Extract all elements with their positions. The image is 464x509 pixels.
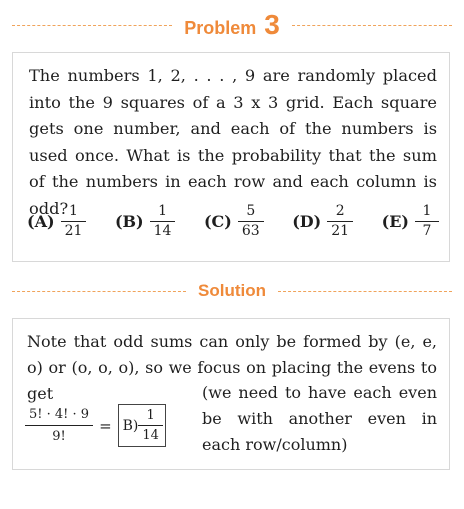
solution-side-note: (we need to have each even be with another even in each row/column): [202, 383, 437, 454]
numerator: 1: [158, 203, 167, 219]
choice-fraction: [417, 203, 437, 240]
choice-c: [204, 203, 262, 240]
choice-fraction: [329, 203, 351, 240]
denominator: 14: [153, 223, 172, 239]
answer-fraction: [140, 407, 161, 444]
solution-header: [12, 278, 452, 304]
problem-title: [172, 9, 292, 41]
denominator: 63: [241, 223, 260, 239]
header-divider-left: [12, 291, 186, 292]
formula-numerator: 5! · 4! · 9: [29, 407, 90, 422]
choice-a: [27, 203, 84, 240]
choice-letter: (D): [292, 212, 322, 231]
numerator: 2: [335, 203, 345, 219]
denominator: 7: [422, 223, 432, 239]
denominator: 21: [331, 223, 350, 239]
solution-formula: [27, 383, 202, 458]
numerator: 1: [422, 203, 432, 219]
answer-choices: [27, 203, 437, 240]
problem-text: The numbers 1, 2, . . . , 9 are randomly placed into the 9 squares of a 3 x 3 grid. Each square gets one number, and each of the numbers is used once. What is the probability that the sum of the numbers in each row and each column is odd?: [29, 66, 437, 218]
answer-numerator: 1: [146, 408, 155, 423]
choice-b: [115, 203, 174, 240]
choice-fraction: [152, 203, 174, 240]
boxed-answer: [118, 404, 166, 447]
choice-d: [292, 203, 351, 240]
formula-denominator: 9!: [52, 429, 66, 444]
header-divider-right: [292, 25, 452, 26]
numerator: 1: [69, 203, 78, 219]
answer-denominator: 14: [142, 428, 159, 443]
choice-e: [382, 203, 437, 240]
choice-letter: (E): [381, 212, 409, 231]
header-divider-left: [12, 25, 172, 26]
answer-prefix: B): [122, 417, 139, 434]
problem-title-label: Problem: [184, 18, 257, 38]
choice-fraction: [240, 203, 262, 240]
denominator: 21: [64, 223, 83, 239]
choice-letter: (A): [27, 212, 55, 231]
solution-text: Note that odd sums can only be formed by (e, e, o) or (o, o, o), so we focus on placing the evens to get: [27, 332, 437, 403]
solution-box: [12, 318, 450, 470]
problem-number: 3: [264, 9, 280, 40]
solution-lower: [27, 383, 437, 458]
header-divider-right: [278, 291, 452, 292]
problem-box: [12, 52, 450, 262]
solution-title: Solution: [198, 281, 266, 300]
choice-fraction: [63, 203, 85, 240]
problem-header: [12, 8, 452, 42]
formula-fraction: [27, 405, 91, 446]
choice-letter: (B): [114, 212, 144, 231]
equals-sign: =: [99, 416, 112, 435]
numerator: 5: [246, 203, 256, 219]
choice-letter: (C): [203, 212, 232, 231]
